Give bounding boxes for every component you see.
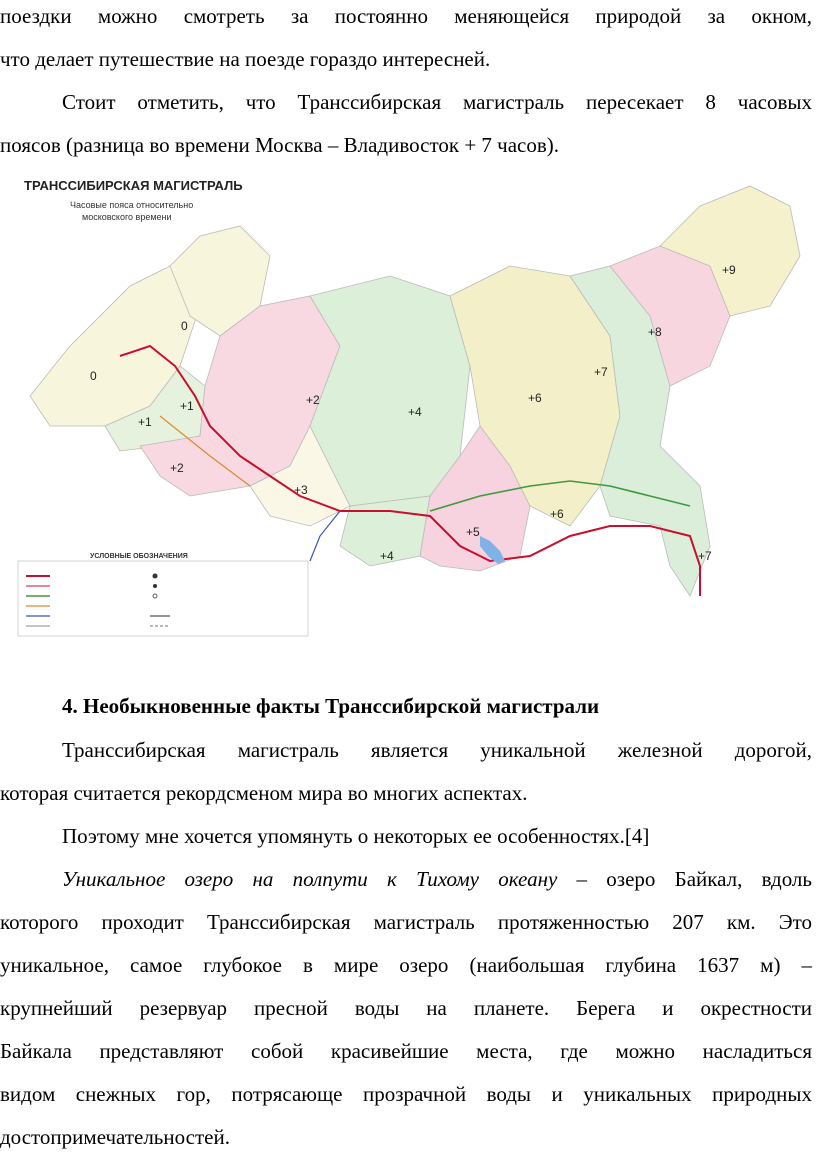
paragraph-line: крупнейший резервуар пресной воды на планете. Берега и окрестности bbox=[0, 996, 812, 1020]
zone-label: +6 bbox=[550, 507, 564, 521]
section-heading: 4. Необыкновенные факты Транссибирской магистрали bbox=[62, 694, 600, 718]
paragraph-line: Стоит отметить, что Транссибирская магистраль пересекает 8 часовых bbox=[62, 90, 812, 114]
paragraph-line: что делает путешествие на поезде гораздо интересней. bbox=[0, 47, 491, 71]
zone-label: +5 bbox=[466, 525, 480, 539]
zone-label: +2 bbox=[306, 393, 320, 407]
zone-label: +4 bbox=[380, 549, 394, 563]
italic-phrase: Уникальное озеро на полпути к Тихому океану bbox=[62, 867, 558, 891]
paragraph-line: Транссибирская магистраль является уникальной железной дорогой, bbox=[62, 738, 812, 762]
zone-label: 0 bbox=[90, 369, 97, 383]
map-subtitle-1: Часовые пояса относительно bbox=[70, 200, 194, 210]
paragraph-line bbox=[62, 867, 812, 892]
paragraph-line: поездки можно смотреть за постоянно меняющейся природой за окном, bbox=[0, 4, 812, 28]
zone-label: +8 bbox=[648, 325, 662, 339]
zone-4-region bbox=[310, 276, 470, 506]
zone-label: +4 bbox=[408, 405, 422, 419]
zone-label: +3 bbox=[294, 483, 308, 497]
zone-label: +9 bbox=[722, 263, 736, 277]
paragraph-line: которого проходит Транссибирская магистраль протяженностью 207 км. Это bbox=[0, 910, 812, 934]
zone-label: +2 bbox=[170, 461, 184, 475]
zone-label: 0 bbox=[181, 319, 188, 333]
zone-label: +1 bbox=[138, 415, 152, 429]
paragraph-line: которая считается рекордсменом мира во многих аспектах. bbox=[0, 781, 528, 805]
zone-label: +7 bbox=[594, 365, 608, 379]
zone-label: +1 bbox=[180, 399, 194, 413]
paragraph-line: Байкала представляют собой красивейшие места, где можно насладиться bbox=[0, 1039, 812, 1063]
paragraph-line: поясов (разница во времени Москва – Владивосток + 7 часов). bbox=[0, 133, 560, 157]
paragraph-line: видом снежных гор, потрясающе прозрачной воды и уникальных природных bbox=[0, 1082, 812, 1106]
map-title: ТРАНССИБИРСКАЯ МАГИСТРАЛЬ bbox=[24, 178, 243, 193]
legend-title: УСЛОВНЫЕ ОБОЗНАЧЕНИЯ bbox=[90, 553, 188, 560]
zone-label: +6 bbox=[528, 391, 542, 405]
zone-label: +7 bbox=[698, 549, 712, 563]
paragraph-line: уникальное, самое глубокое в мире озеро (наибольшая глубина 1637 м) – bbox=[0, 953, 812, 977]
text-span: – озеро Байкал, вдоль bbox=[557, 867, 812, 891]
paragraph-line: Поэтому мне хочется упомянуть о некоторых ее особенностях.[4] bbox=[62, 824, 650, 848]
trans-siberian-map bbox=[10, 166, 804, 642]
paragraph-line: достопримечательностей. bbox=[0, 1125, 230, 1149]
map-subtitle-2: московского времени bbox=[82, 212, 172, 222]
